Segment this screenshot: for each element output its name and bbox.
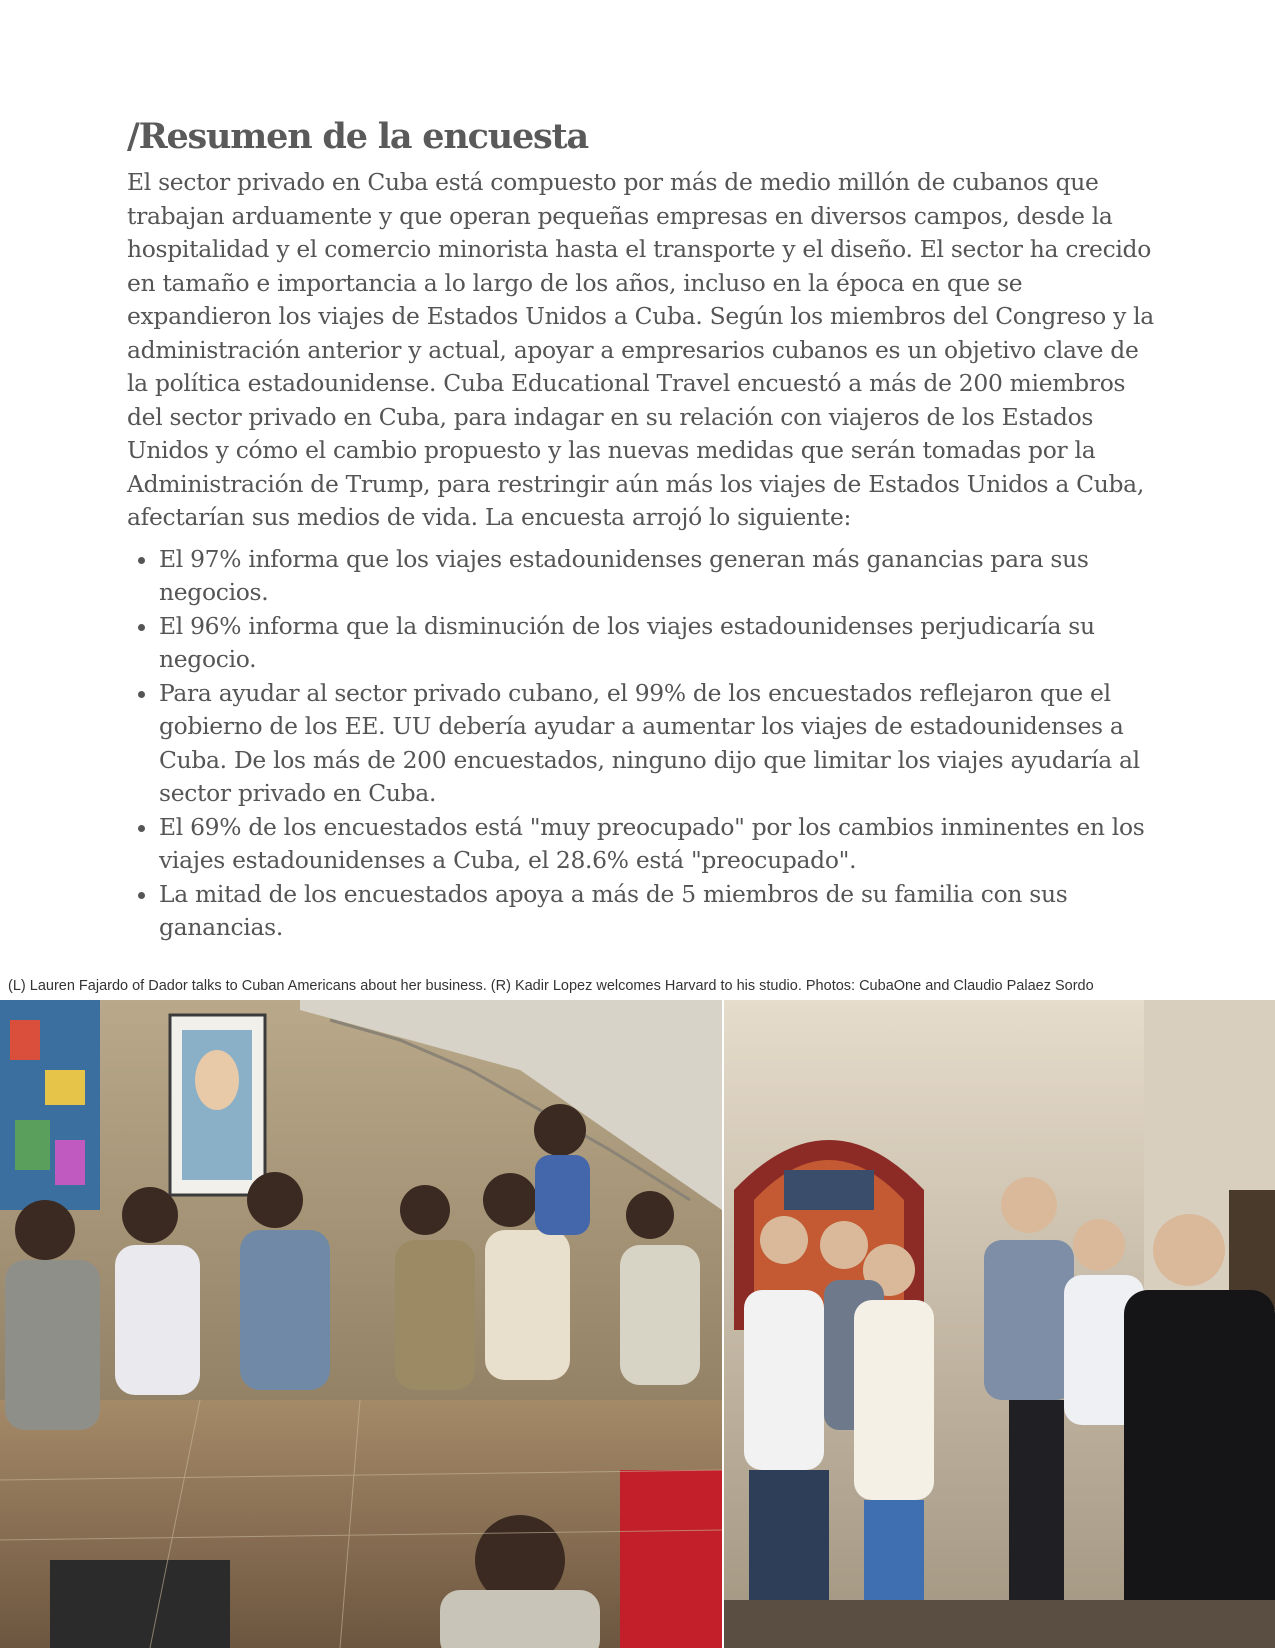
finding-item: • Para ayudar al sector privado cubano, el 99% de los encuestados reflejaron que el gobierno de los EE. UU debería ayudar a aumentar los viajes de estadounidenses a Cuba. De los más de 200 encuestados, ninguno dijo que limitar los viajes ayudaría al sector privado en Cuba.	[159, 677, 1162, 811]
finding-item: • El 69% de los encuestados está "muy preocupado" por los cambios inminentes en los viajes estadounidenses a Cuba, el 28.6% está "preocupado".	[159, 811, 1162, 878]
findings-list	[127, 543, 1162, 945]
finding-item: • La mitad de los encuestados apoya a más de 5 miembros de su familia con sus ganancias.	[159, 878, 1162, 945]
photo-caption: (L) Lauren Fajardo of Dador talks to Cuban Americans about her business. (R) Kadir Lopez welcomes Harvard to his studio. Photos: CubaOne and Claudio Palaez Sordo	[8, 978, 1094, 994]
finding-item: • El 96% informa que la disminución de los viajes estadounidenses perjudicaría su negocio.	[159, 610, 1162, 677]
photo-right-studio-visit	[724, 1000, 1275, 1648]
survey-summary-section	[127, 112, 1162, 945]
photo-left-group-discussion	[0, 1000, 722, 1648]
intro-paragraph: El sector privado en Cuba está compuesto por más de medio millón de cubanos que trabajan arduamente y que operan pequeñas empresas en diversos campos, desde la hospitalidad y el comercio minorista hasta el transporte y el diseño. El sector ha crecido en tamaño e importancia a lo largo de los años, incluso en la época en que se expandieron los viajes de Estados Unidos a Cuba. Según los miembros del Congreso y la administración anterior y actual, apoyar a empresarios cubanos es un objetivo clave de la política estadounidense. Cuba Educational Travel encuestó a más de 200 miembros del sector privado en Cuba, para indagar en su relación con viajeros de los Estados Unidos y cómo el cambio propuesto y las nuevas medidas que serán tomadas por la Administración de Trump, para restringir aún más los viajes de Estados Unidos a Cuba, afectarían sus medios de vida. La encuesta arrojó lo siguiente:	[127, 168, 1154, 531]
section-heading: /Resumen de la encuesta	[127, 116, 588, 157]
finding-item: • El 97% informa que los viajes estadounidenses generan más ganancias para sus negocios.	[159, 543, 1162, 610]
